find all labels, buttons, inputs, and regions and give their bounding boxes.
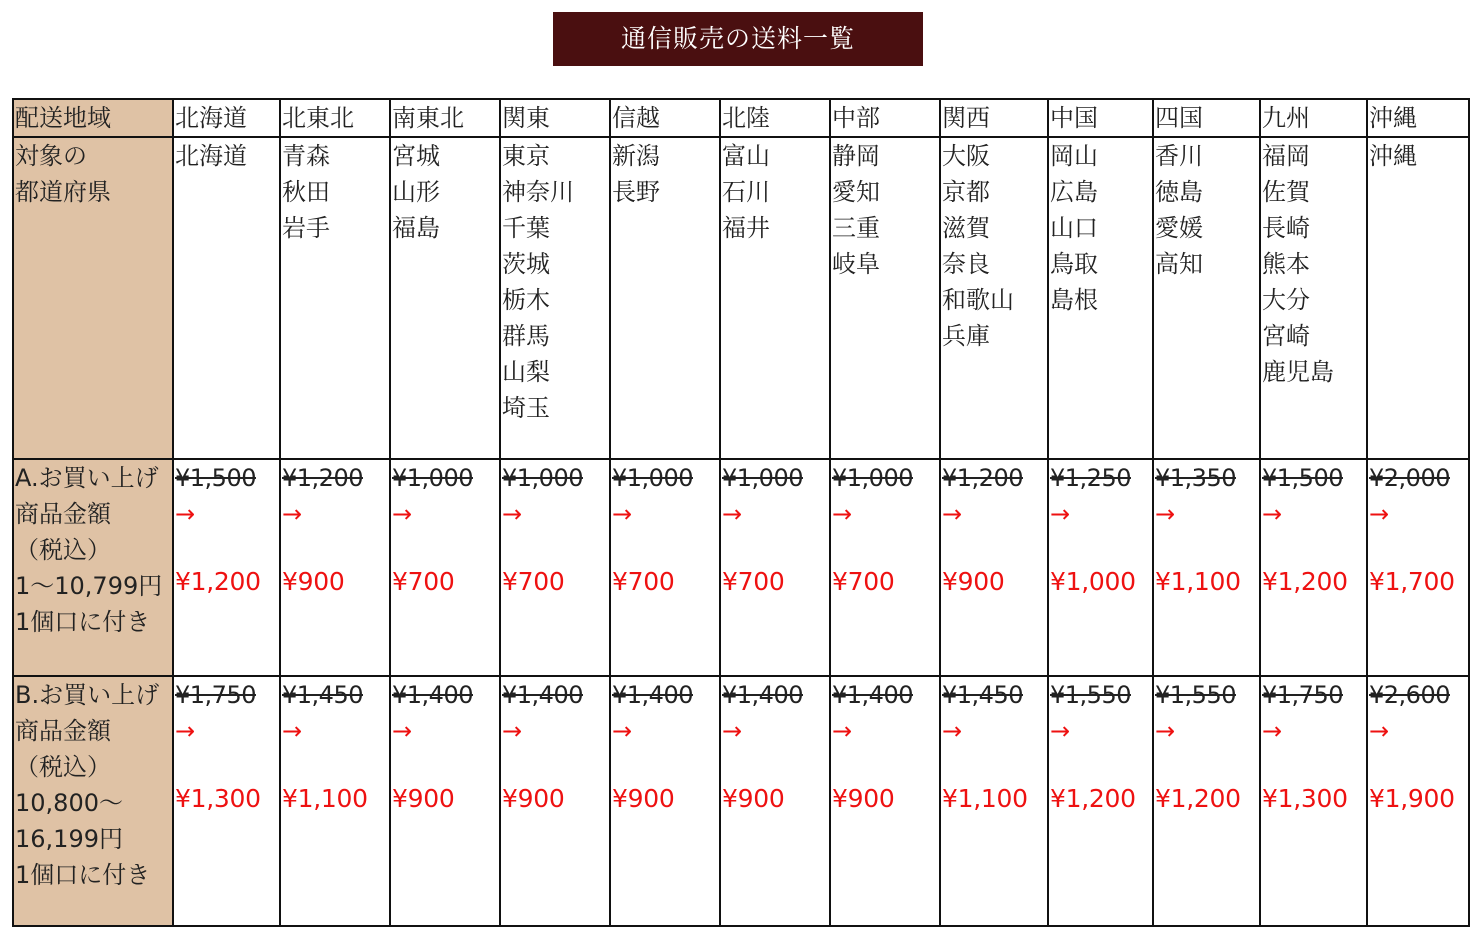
new-price: ¥700 xyxy=(612,567,675,596)
region-name-cell xyxy=(1260,99,1367,137)
arrow-icon: → xyxy=(392,500,413,528)
prefecture-name: 福井 xyxy=(722,214,770,242)
prefecture-name: 神奈川 xyxy=(502,178,574,206)
new-price: ¥1,300 xyxy=(1262,784,1348,813)
prefecture-cell xyxy=(500,137,610,459)
tier-a-price-cell xyxy=(1367,459,1469,676)
prefecture-cell xyxy=(940,137,1048,459)
old-price: ¥1,000 xyxy=(832,464,913,492)
region-label: 配送地域 xyxy=(15,104,111,132)
new-price: ¥700 xyxy=(832,567,895,596)
new-price: ¥1,100 xyxy=(942,784,1028,813)
prefecture-cell xyxy=(720,137,830,459)
prefecture-cell xyxy=(390,137,500,459)
old-price: ¥1,000 xyxy=(502,464,583,492)
prefecture-label-cell xyxy=(13,137,173,459)
prefecture-name: 岐阜 xyxy=(832,250,880,278)
prefecture-name: 新潟 xyxy=(612,142,660,170)
arrow-icon: → xyxy=(392,717,413,745)
prefecture-name: 奈良 xyxy=(942,250,990,278)
region-header-row xyxy=(13,99,1469,137)
new-price: ¥1,200 xyxy=(1050,784,1136,813)
tier-b-price-cell xyxy=(1048,676,1153,926)
prefecture-name: 大分 xyxy=(1262,286,1310,314)
tier-b-price-cell xyxy=(830,676,940,926)
new-price: ¥1,200 xyxy=(1262,567,1348,596)
prefecture-name: 宮城 xyxy=(392,142,440,170)
prefecture-name: 長崎 xyxy=(1262,214,1310,242)
tier-b-price-cell xyxy=(720,676,830,926)
region-name: 沖縄 xyxy=(1369,104,1417,132)
prefecture-name: 岡山 xyxy=(1050,142,1098,170)
region-name-cell xyxy=(720,99,830,137)
tier-a-price-cell xyxy=(940,459,1048,676)
prefecture-name: 茨城 xyxy=(502,250,550,278)
new-price: ¥900 xyxy=(722,784,785,813)
old-price: ¥1,200 xyxy=(282,464,363,492)
tier-a-price-cell xyxy=(610,459,720,676)
prefecture-cell xyxy=(1153,137,1260,459)
tier-a-label-line: A.お買い上げ xyxy=(15,464,159,492)
tier-a-price-cell xyxy=(1260,459,1367,676)
new-price: ¥1,900 xyxy=(1369,784,1455,813)
region-label-cell xyxy=(13,99,173,137)
prefecture-name: 宮崎 xyxy=(1262,322,1310,350)
tier-a-price-cell xyxy=(390,459,500,676)
old-price: ¥1,000 xyxy=(612,464,693,492)
region-name-cell xyxy=(940,99,1048,137)
old-price: ¥1,250 xyxy=(1050,464,1131,492)
prefecture-name: 三重 xyxy=(832,214,880,242)
prefecture-cell xyxy=(610,137,720,459)
tier-b-price-cell xyxy=(390,676,500,926)
prefecture-name: 兵庫 xyxy=(942,322,990,350)
region-name: 北東北 xyxy=(282,104,354,132)
tier-b-price-cell xyxy=(1260,676,1367,926)
prefecture-name: 埼玉 xyxy=(502,394,550,422)
arrow-icon: → xyxy=(942,500,963,528)
prefecture-cell xyxy=(1260,137,1367,459)
arrow-icon: → xyxy=(1050,717,1071,745)
tier-b-price-cell xyxy=(173,676,280,926)
old-price: ¥1,450 xyxy=(282,681,363,709)
old-price: ¥1,200 xyxy=(942,464,1023,492)
tier-b-row xyxy=(13,676,1469,926)
old-price: ¥1,500 xyxy=(175,464,256,492)
old-price: ¥1,400 xyxy=(722,681,803,709)
prefecture-name: 山形 xyxy=(392,178,440,206)
arrow-icon: → xyxy=(282,717,303,745)
region-name: 北陸 xyxy=(722,104,770,132)
prefecture-name: 北海道 xyxy=(175,142,247,170)
new-price: ¥1,200 xyxy=(1155,784,1241,813)
arrow-icon: → xyxy=(832,500,853,528)
arrow-icon: → xyxy=(502,717,523,745)
prefecture-name: 大阪 xyxy=(942,142,990,170)
tier-b-label-line: 10,800〜 xyxy=(15,789,123,817)
tier-b-label-line: B.お買い上げ xyxy=(15,681,160,709)
prefecture-label-line: 対象の xyxy=(15,142,87,170)
tier-a-label-line: 商品金額 xyxy=(15,500,111,528)
tier-a-label-line: 1個口に付き xyxy=(15,608,151,636)
region-name-cell xyxy=(1367,99,1469,137)
arrow-icon: → xyxy=(1050,500,1071,528)
tier-b-price-cell xyxy=(1367,676,1469,926)
arrow-icon: → xyxy=(1155,717,1176,745)
arrow-icon: → xyxy=(282,500,303,528)
prefecture-name: 富山 xyxy=(722,142,770,170)
tier-a-price-cell xyxy=(830,459,940,676)
prefecture-name: 福島 xyxy=(392,214,440,242)
new-price: ¥1,100 xyxy=(282,784,368,813)
tier-a-label-cell xyxy=(13,459,173,676)
tier-b-label-line: 1個口に付き xyxy=(15,861,151,889)
tier-b-label-line: 16,199円 xyxy=(15,825,123,853)
arrow-icon: → xyxy=(722,717,743,745)
prefecture-name: 鳥取 xyxy=(1050,250,1098,278)
prefecture-name: 愛媛 xyxy=(1155,214,1203,242)
prefecture-name: 徳島 xyxy=(1155,178,1203,206)
region-name-cell xyxy=(830,99,940,137)
arrow-icon: → xyxy=(175,500,196,528)
new-price: ¥1,000 xyxy=(1050,567,1136,596)
arrow-icon: → xyxy=(1155,500,1176,528)
prefecture-cell xyxy=(1367,137,1469,459)
old-price: ¥1,400 xyxy=(832,681,913,709)
tier-a-price-cell xyxy=(500,459,610,676)
new-price: ¥1,200 xyxy=(175,567,261,596)
new-price: ¥1,300 xyxy=(175,784,261,813)
tier-a-price-cell xyxy=(173,459,280,676)
tier-b-price-cell xyxy=(280,676,390,926)
tier-b-label-cell xyxy=(13,676,173,926)
region-name-cell xyxy=(610,99,720,137)
prefecture-name: 福岡 xyxy=(1262,142,1310,170)
region-name-cell xyxy=(1153,99,1260,137)
old-price: ¥1,750 xyxy=(1262,681,1343,709)
arrow-icon: → xyxy=(1369,717,1390,745)
arrow-icon: → xyxy=(1369,500,1390,528)
prefecture-name: 山梨 xyxy=(502,358,550,386)
prefecture-name: 熊本 xyxy=(1262,250,1310,278)
region-name: 関東 xyxy=(502,104,550,132)
old-price: ¥1,400 xyxy=(392,681,473,709)
old-price: ¥1,400 xyxy=(612,681,693,709)
region-name: 南東北 xyxy=(392,104,464,132)
arrow-icon: → xyxy=(175,717,196,745)
tier-a-label-line: 1〜10,799円 xyxy=(15,572,163,600)
prefecture-name: 愛知 xyxy=(832,178,880,206)
prefecture-name: 岩手 xyxy=(282,214,330,242)
region-name: 四国 xyxy=(1155,104,1203,132)
old-price: ¥1,500 xyxy=(1262,464,1343,492)
new-price: ¥900 xyxy=(942,567,1005,596)
arrow-icon: → xyxy=(502,500,523,528)
prefecture-cell xyxy=(830,137,940,459)
tier-b-label-line: （税込） xyxy=(15,753,111,781)
page-title: 通信販売の送料一覧 xyxy=(553,12,923,66)
new-price: ¥900 xyxy=(502,784,565,813)
prefecture-name: 千葉 xyxy=(502,214,550,242)
new-price: ¥900 xyxy=(282,567,345,596)
prefecture-name: 栃木 xyxy=(502,286,550,314)
new-price: ¥700 xyxy=(502,567,565,596)
arrow-icon: → xyxy=(832,717,853,745)
arrow-icon: → xyxy=(612,717,633,745)
prefecture-name: 和歌山 xyxy=(942,286,1014,314)
tier-b-price-cell xyxy=(500,676,610,926)
prefecture-name: 広島 xyxy=(1050,178,1098,206)
tier-b-price-cell xyxy=(940,676,1048,926)
tier-a-price-cell xyxy=(280,459,390,676)
arrow-icon: → xyxy=(722,500,743,528)
region-name-cell xyxy=(280,99,390,137)
prefecture-name: 東京 xyxy=(502,142,550,170)
region-name: 北海道 xyxy=(175,104,247,132)
prefecture-cell xyxy=(1048,137,1153,459)
new-price: ¥900 xyxy=(612,784,675,813)
shipping-rate-table xyxy=(12,98,1470,927)
tier-a-label-line: （税込） xyxy=(15,536,111,564)
region-name-cell xyxy=(390,99,500,137)
arrow-icon: → xyxy=(1262,717,1283,745)
old-price: ¥1,550 xyxy=(1050,681,1131,709)
prefecture-name: 沖縄 xyxy=(1369,142,1417,170)
prefecture-name: 青森 xyxy=(282,142,330,170)
tier-a-price-cell xyxy=(720,459,830,676)
region-name-cell xyxy=(1048,99,1153,137)
prefecture-name: 佐賀 xyxy=(1262,178,1310,206)
prefecture-name: 滋賀 xyxy=(942,214,990,242)
prefecture-name: 島根 xyxy=(1050,286,1098,314)
new-price: ¥700 xyxy=(722,567,785,596)
old-price: ¥2,600 xyxy=(1369,681,1450,709)
prefecture-name: 石川 xyxy=(722,178,770,206)
old-price: ¥1,550 xyxy=(1155,681,1236,709)
arrow-icon: → xyxy=(1262,500,1283,528)
old-price: ¥1,000 xyxy=(392,464,473,492)
region-name: 信越 xyxy=(612,104,660,132)
prefecture-name: 秋田 xyxy=(282,178,330,206)
old-price: ¥1,000 xyxy=(722,464,803,492)
region-name: 中部 xyxy=(832,104,880,132)
prefecture-name: 山口 xyxy=(1050,214,1098,242)
tier-a-price-cell xyxy=(1153,459,1260,676)
arrow-icon: → xyxy=(612,500,633,528)
prefecture-name: 香川 xyxy=(1155,142,1203,170)
prefecture-row xyxy=(13,137,1469,459)
region-name-cell xyxy=(173,99,280,137)
prefecture-name: 高知 xyxy=(1155,250,1203,278)
arrow-icon: → xyxy=(942,717,963,745)
new-price: ¥900 xyxy=(832,784,895,813)
new-price: ¥1,100 xyxy=(1155,567,1241,596)
old-price: ¥1,450 xyxy=(942,681,1023,709)
old-price: ¥2,000 xyxy=(1369,464,1450,492)
tier-a-row xyxy=(13,459,1469,676)
new-price: ¥1,700 xyxy=(1369,567,1455,596)
prefecture-name: 静岡 xyxy=(832,142,880,170)
tier-b-price-cell xyxy=(1153,676,1260,926)
region-name: 中国 xyxy=(1050,104,1098,132)
region-name: 関西 xyxy=(942,104,990,132)
new-price: ¥700 xyxy=(392,567,455,596)
region-name: 九州 xyxy=(1262,104,1310,132)
prefecture-name: 長野 xyxy=(612,178,660,206)
prefecture-label-line: 都道府県 xyxy=(15,178,111,206)
prefecture-cell xyxy=(173,137,280,459)
old-price: ¥1,350 xyxy=(1155,464,1236,492)
old-price: ¥1,750 xyxy=(175,681,256,709)
new-price: ¥900 xyxy=(392,784,455,813)
tier-b-price-cell xyxy=(610,676,720,926)
prefecture-cell xyxy=(280,137,390,459)
old-price: ¥1,400 xyxy=(502,681,583,709)
tier-b-label-line: 商品金額 xyxy=(15,717,111,745)
prefecture-name: 京都 xyxy=(942,178,990,206)
region-name-cell xyxy=(500,99,610,137)
tier-a-price-cell xyxy=(1048,459,1153,676)
prefecture-name: 群馬 xyxy=(502,322,550,350)
prefecture-name: 鹿児島 xyxy=(1262,358,1334,386)
